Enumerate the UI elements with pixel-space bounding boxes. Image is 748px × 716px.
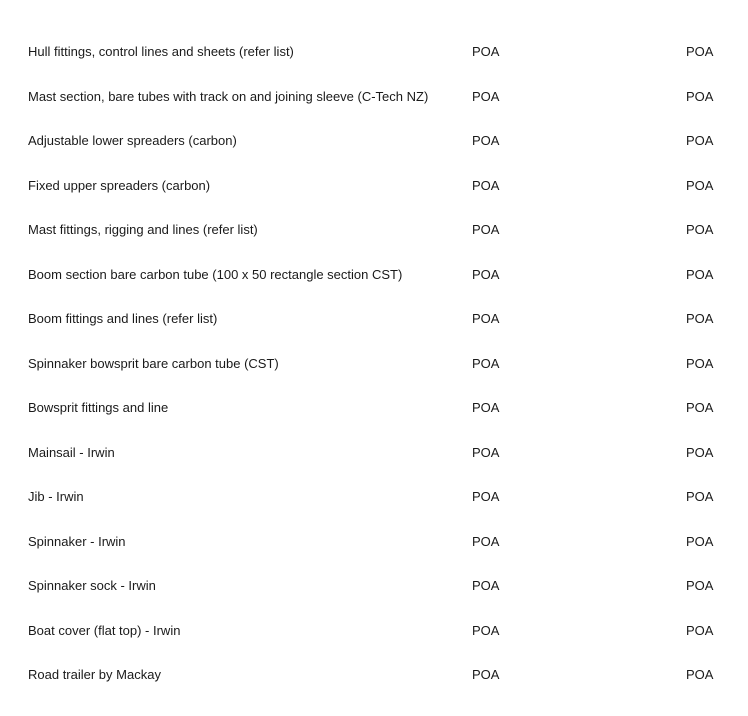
item-description: Road trailer by Mackay — [28, 667, 161, 682]
price-column-1: POA — [472, 489, 500, 504]
item-description: Boom section bare carbon tube (100 x 50 rectangle section CST) — [28, 266, 403, 282]
price-column-1: POA — [472, 177, 500, 193]
item-description: Fixed upper spreaders (carbon) — [28, 177, 211, 193]
table-row — [0, 208, 748, 253]
price-column-1: POA — [472, 44, 500, 59]
price-column-1: POA — [472, 222, 500, 237]
price-column-2: POA — [686, 133, 714, 148]
price-column-1: POA — [472, 622, 500, 638]
item-description: Mainsail - Irwin — [28, 444, 115, 460]
price-column-2: POA — [686, 533, 714, 549]
table-row — [0, 564, 748, 609]
price-column-1: POA — [472, 355, 500, 371]
table-row — [0, 475, 748, 520]
item-description: Hull fittings, control lines and sheets (refer list) — [28, 44, 294, 59]
item-description: Bowsprit fittings and line — [28, 400, 169, 415]
table-row — [0, 75, 748, 120]
price-column-1: POA — [472, 311, 500, 326]
table-row — [0, 119, 748, 164]
price-column-2: POA — [686, 489, 714, 504]
price-column-1: POA — [472, 88, 500, 104]
price-column-1: POA — [472, 133, 500, 148]
table-row — [0, 386, 748, 431]
item-description: Mast section, bare tubes with track on and joining sleeve (C-Tech NZ) — [28, 88, 429, 104]
price-column-2: POA — [686, 44, 714, 59]
price-column-2: POA — [686, 444, 714, 460]
price-column-2: POA — [686, 667, 714, 682]
item-description: Spinnaker bowsprit bare carbon tube (CST) — [28, 355, 279, 371]
table-row — [0, 520, 748, 565]
table-row — [0, 653, 748, 698]
item-description: Spinnaker - Irwin — [28, 533, 126, 549]
price-column-1: POA — [472, 667, 500, 682]
item-description: Boom fittings and lines (refer list) — [28, 311, 218, 326]
item-description: Jib - Irwin — [28, 489, 84, 504]
table-row — [0, 297, 748, 342]
price-column-2: POA — [686, 578, 714, 593]
price-column-1: POA — [472, 444, 500, 460]
table-row — [0, 431, 748, 476]
item-description: Adjustable lower spreaders (carbon) — [28, 133, 237, 148]
price-column-2: POA — [686, 400, 714, 415]
price-column-2: POA — [686, 222, 714, 237]
price-column-2: POA — [686, 311, 714, 326]
price-column-2: POA — [686, 266, 714, 282]
item-description: Mast fittings, rigging and lines (refer list) — [28, 222, 258, 237]
price-column-2: POA — [686, 88, 714, 104]
price-column-2: POA — [686, 355, 714, 371]
price-column-1: POA — [472, 578, 500, 593]
table-row — [0, 164, 748, 209]
price-column-2: POA — [686, 622, 714, 638]
price-table — [0, 30, 748, 698]
table-row — [0, 253, 748, 298]
item-description: Boat cover (flat top) - Irwin — [28, 622, 181, 638]
price-column-1: POA — [472, 533, 500, 549]
price-column-1: POA — [472, 400, 500, 415]
table-row — [0, 30, 748, 75]
price-column-2: POA — [686, 177, 714, 193]
item-description: Spinnaker sock - Irwin — [28, 578, 156, 593]
table-row — [0, 342, 748, 387]
price-column-1: POA — [472, 266, 500, 282]
table-row — [0, 609, 748, 654]
